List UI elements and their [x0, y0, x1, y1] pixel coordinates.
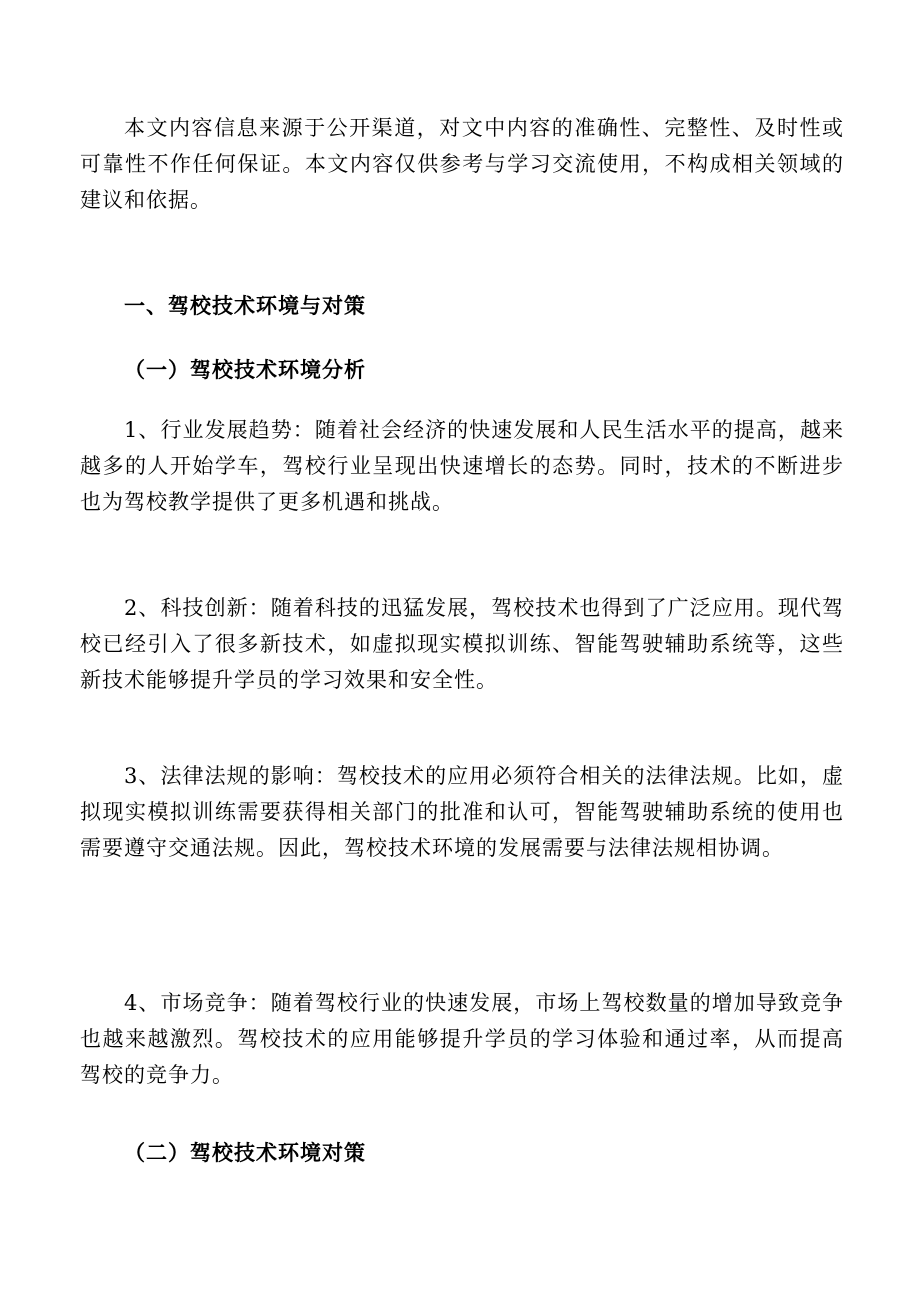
- subsection-title-analysis: （一）驾校技术环境分析: [124, 357, 366, 382]
- paragraph-tech-innovation: 2、科技创新：随着科技的迅猛发展，驾校技术也得到了广泛应用。现代驾校已经引入了很多新技术，如虚拟现实模拟训练、智能驾驶辅助系统等，这些新技术能够提升学员的学习效果和安全性。: [80, 596, 844, 692]
- paragraph-market-competition: 4、市场竞争：随着驾校行业的快速发展，市场上驾校数量的增加导致竞争也越来越激烈。驾校技术的应用能够提升学员的学习体验和通过率，从而提高驾校的竞争力。: [80, 991, 844, 1087]
- disclaimer-paragraph: 本文内容信息来源于公开渠道，对文中内容的准确性、完整性、及时性或可靠性不作任何保证。本文内容仅供参考与学习交流使用，不构成相关领域的建议和依据。: [80, 116, 844, 212]
- section-title: 一、驾校技术环境与对策: [124, 293, 366, 318]
- paragraph-laws-regulations: 3、法律法规的影响：驾校技术的应用必须符合相关的法律法规。比如，虚拟现实模拟训练需要获得相关部门的批准和认可，智能驾驶辅助系统的使用也需要遵守交通法规。因此，驾校技术环境的发展需要与法律法规相协调。: [80, 764, 844, 860]
- paragraph-industry-trend: 1、行业发展趋势：随着社会经济的快速发展和人民生活水平的提高，越来越多的人开始学车，驾校行业呈现出快速增长的态势。同时，技术的不断进步也为驾校教学提供了更多机遇和挑战。: [80, 418, 844, 514]
- subsection-title-countermeasures: （二）驾校技术环境对策: [124, 1140, 366, 1165]
